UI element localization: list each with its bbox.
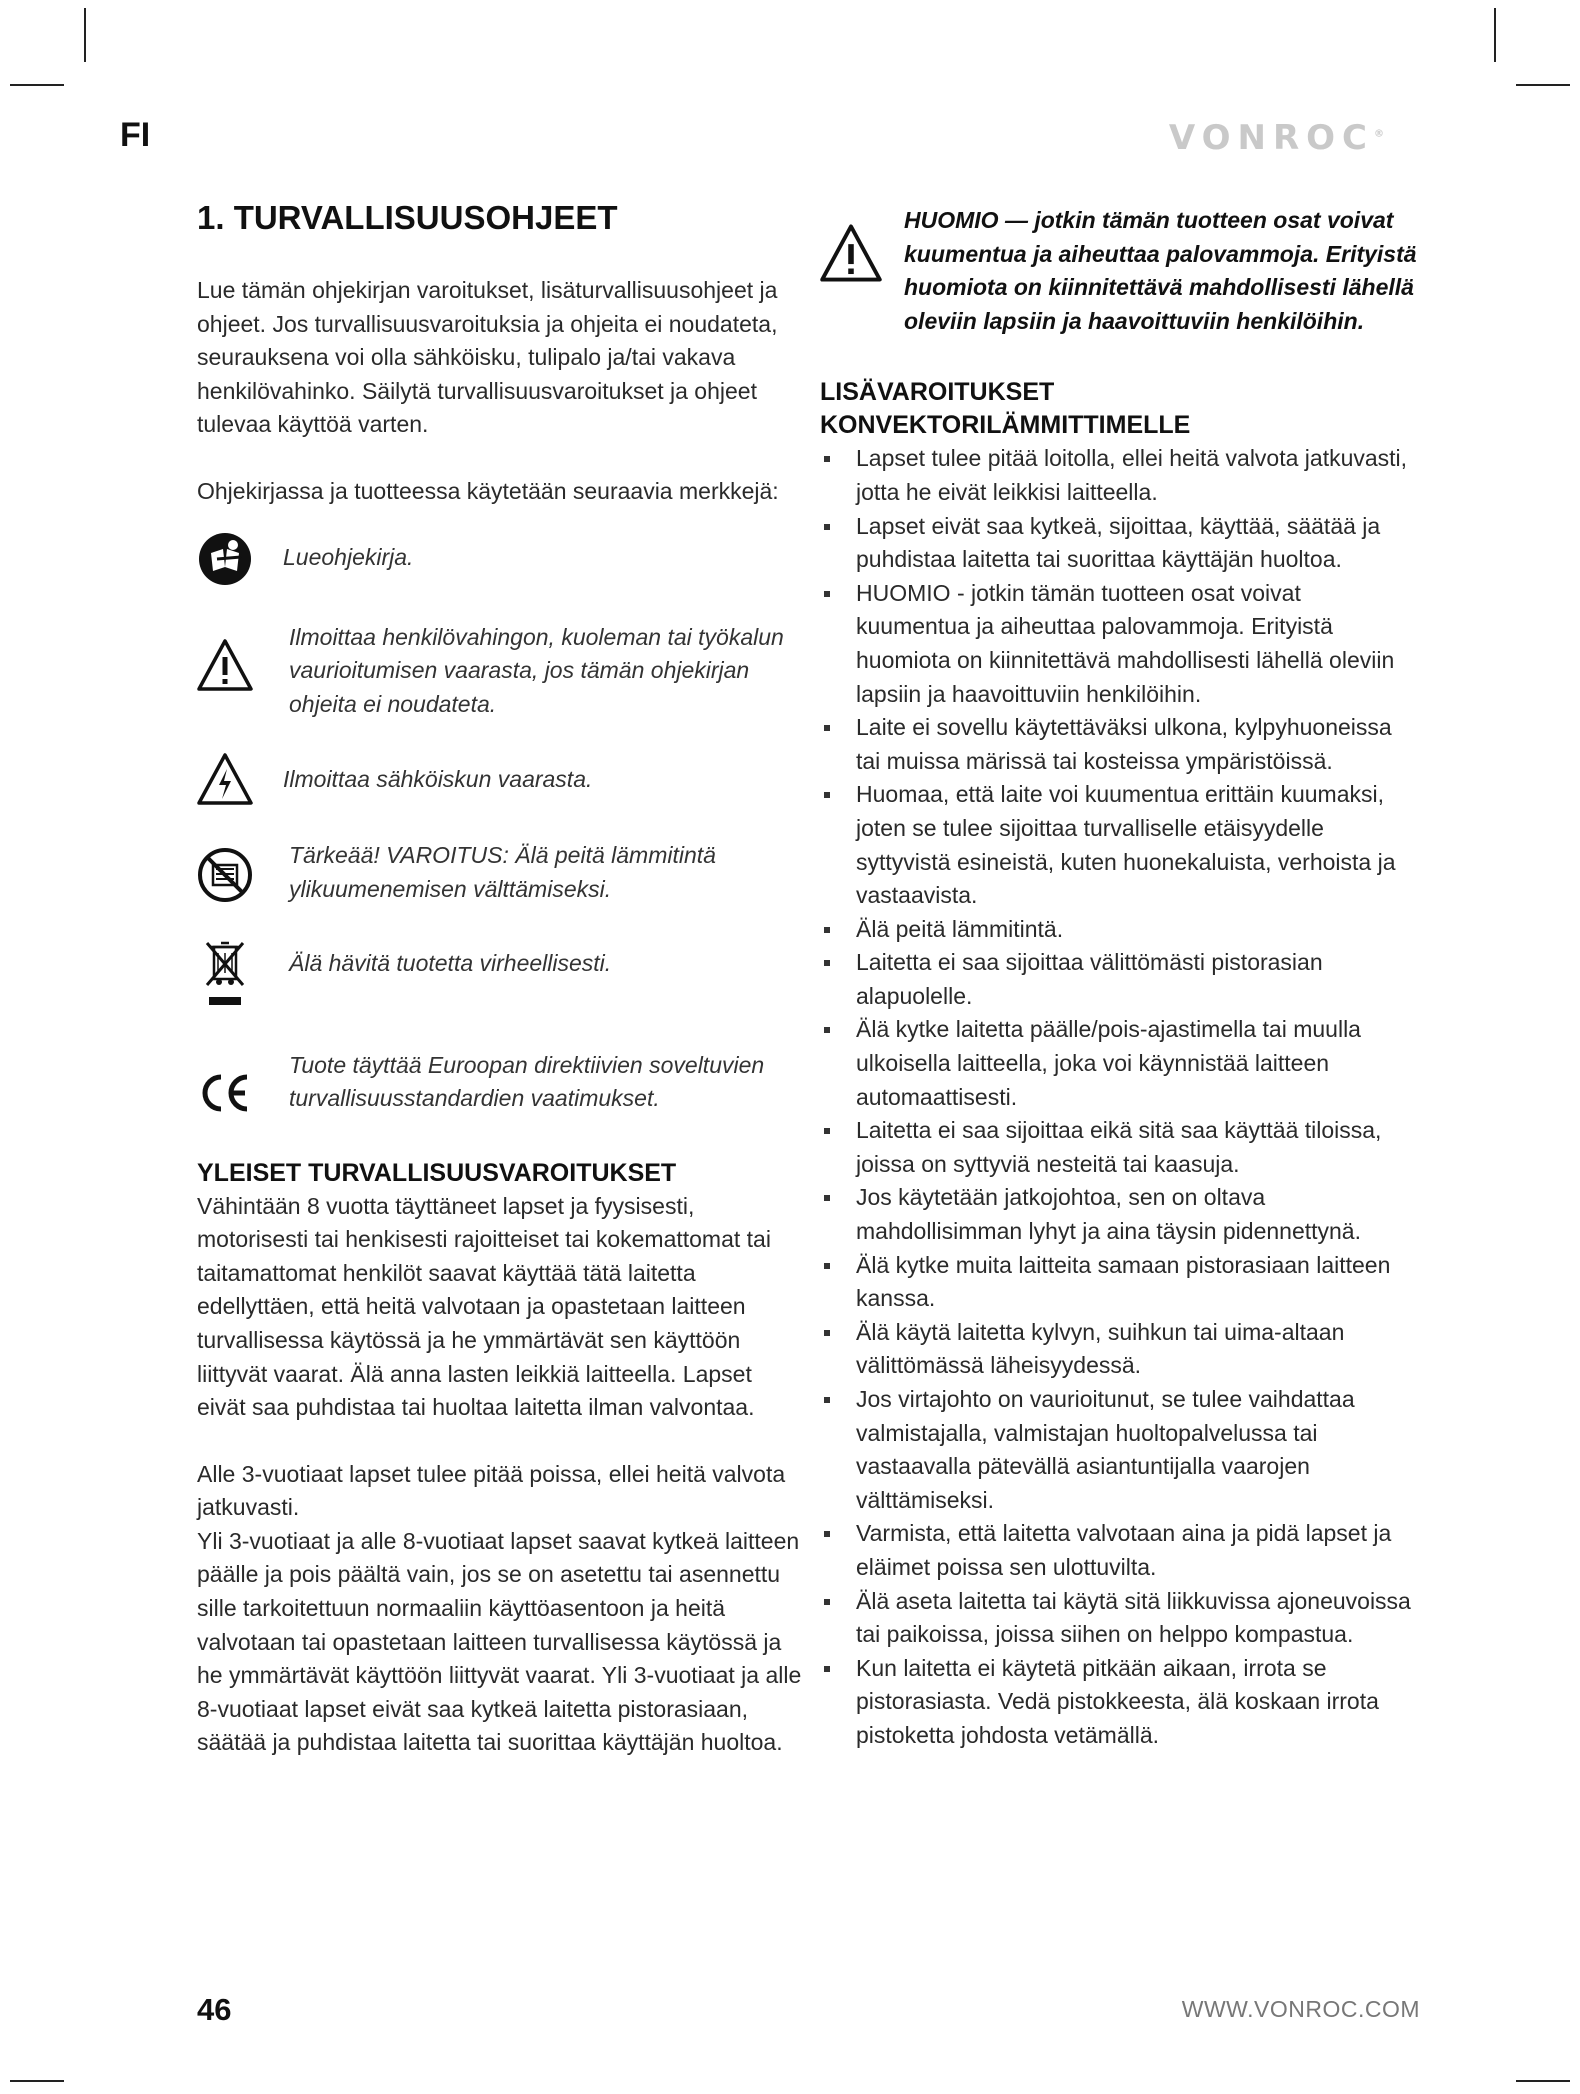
- language-code: FI: [120, 116, 151, 154]
- warning-triangle-icon: [820, 222, 882, 284]
- list-item: Älä aseta laitetta tai käytä sitä liikkuvissa ajoneuvoissa tai paikoissa, joissa siihen on helppo kompastua.: [818, 1585, 1420, 1652]
- list-item: Jos käytetään jatkojohtoa, sen on oltava mahdollisimman lyhyt ja aina täysin pidennettynä.: [818, 1181, 1420, 1248]
- ce-mark-icon: [197, 1065, 253, 1121]
- general-paragraph: Vähintään 8 vuotta täyttäneet lapset ja fyysisesti, motorisesti tai henkisesti rajoitteiset tai kokemattomat tai taitamattomat henkilöt saavat käyttää tätä laitetta edellyttäen, että heitä valvotaan ja opastetaan laitteen turvallisessa käytössä ja he ymmärtävät sen käyttöön liittyvät vaarat. Älä anna lasten leikkiä laitteella. Lapset eivät saa puhdistaa tai huoltaa laitetta ilman valvontaa.: [197, 1192, 771, 1421]
- symbol-text: Ilmoittaa sähköiskun vaarasta.: [283, 766, 593, 793]
- do-not-cover-icon: [197, 847, 253, 903]
- brand-logo: VONROC®: [1168, 118, 1384, 158]
- general-paragraph: Alle 3-vuotiaat lapset tulee pitää poissa, ellei heitä valvota jatkuvasti.: [197, 1460, 786, 1521]
- list-item: Laitetta ei saa sijoittaa välittömästi pistorasian alapuolelle.: [818, 946, 1420, 1013]
- crop-mark: [10, 84, 64, 86]
- crop-mark: [1516, 84, 1570, 86]
- symbol-text: Ilmoittaa henkilövahingon, kuoleman tai työkalun vaurioitumisen vaarasta, jos tämän ohjekirjan ohjeita ei noudateta.: [289, 623, 784, 717]
- extra-warnings-list: [818, 442, 1420, 1752]
- symbol-row: [197, 751, 802, 807]
- website-url: WWW.VONROC.COM: [1181, 1996, 1420, 2022]
- symbols-intro: Ohjekirjassa ja tuotteessa käytetään seuraavia merkkejä:: [197, 477, 779, 504]
- crop-mark: [1516, 2080, 1570, 2082]
- list-item: Varmista, että laitetta valvotaan aina ja pidä lapset ja eläimet poissa sen ulottuvilta.: [818, 1517, 1420, 1584]
- weee-bin-icon: [197, 937, 253, 1007]
- list-item: Laitetta ei saa sijoittaa eikä sitä saa käyttää tiloissa, joissa on syttyviä nesteitä tai kaasuja.: [818, 1114, 1420, 1181]
- symbol-row: [197, 1049, 802, 1121]
- symbol-row: [197, 937, 802, 1007]
- general-paragraph: Yli 3-vuotiaat ja alle 8-vuotiaat lapset saavat kytkeä laitteen päälle ja pois päältä vain, jos se on asetettu tai asennettu sille tarkoitettuun normaaliin käyttöasentoon ja heitä valvotaan tai opastetaan laitteen turvallisessa käytössä ja he ymmärtävät käyttöön liittyvät vaarat. Yli 3-vuotiaat ja alle 8-vuotiaat lapset eivät saa kytkeä laitetta pistorasiaan, säätää ja puhdistaa laitetta tai suorittaa käyttäjän huoltoa.: [197, 1527, 802, 1756]
- crop-mark: [1494, 8, 1496, 62]
- extra-warnings-subtitle: KONVEKTORILÄMMITTIMELLE: [820, 411, 1191, 440]
- caution-text: HUOMIO — jotkin tämän tuotteen osat voivat kuumentua ja aiheuttaa palovammoja. Erityistä huomiota on kiinnitettävä mahdollisesti lähellä oleviin lapsiin ja haavoittuviin henkilöihin.: [904, 207, 1417, 334]
- list-item: Älä kytke muita laitteita samaan pistorasiaan laitteen kanssa.: [818, 1249, 1420, 1316]
- right-column: [820, 204, 1420, 1753]
- symbol-text: Tärkeää! VAROITUS: Älä peitä lämmitintä ylikuumenemisen välttämiseksi.: [289, 842, 716, 902]
- symbol-text: Lueohjekirja.: [283, 543, 414, 570]
- extra-warnings-title: LISÄVAROITUKSET: [820, 378, 1055, 407]
- symbol-row: [197, 839, 802, 906]
- general-warnings-title: YLEISET TURVALLISUUSVAROITUKSET: [197, 1158, 677, 1187]
- symbol-text: Tuote täyttää Euroopan direktiivien soveltuvien turvallisuusstandardien vaatimukset.: [289, 1051, 765, 1112]
- list-item: Lapset tulee pitää loitolla, ellei heitä valvota jatkuvasti, jotta he eivät leikkisi laitteella.: [818, 442, 1420, 509]
- symbol-text: Älä hävitä tuotetta virheellisesti.: [289, 949, 612, 976]
- symbol-row: [197, 531, 802, 587]
- symbol-row: [197, 621, 802, 722]
- warning-triangle-icon: [197, 637, 253, 693]
- list-item: Huomaa, että laite voi kuumentua erittäin kuumaksi, joten se tulee sijoittaa turvalliselle etäisyydelle syttyvistä esineistä, kuten huonekaluista, verhoista ja vastaavista.: [818, 778, 1420, 912]
- page-number: 46: [197, 1992, 232, 2027]
- crop-mark: [10, 2080, 64, 2082]
- intro-paragraph: Lue tämän ohjekirjan varoitukset, lisäturvallisuusohjeet ja ohjeet. Jos turvallisuusvaroituksia ja ohjeita ei noudateta, seurauksena voi olla sähköisku, tulipalo ja/tai vakava henkilövahinko. Säilytä turvallisuusvaroitukset ja ohjeet tulevaa käyttöä varten.: [197, 277, 778, 438]
- read-manual-icon: [197, 531, 253, 587]
- list-item: Laite ei sovellu käytettäväksi ulkona, kylpyhuoneissa tai muissa märissä tai kosteissa ympäristöissä.: [818, 711, 1420, 778]
- caution-block: [820, 204, 1420, 338]
- list-item: Älä käytä laitetta kylvyn, suihkun tai uima-altaan välittömässä läheisyydessä.: [818, 1316, 1420, 1383]
- electric-shock-icon: [197, 751, 253, 807]
- section-title: 1. TURVALLISUUSOHJEET: [197, 199, 618, 236]
- list-item: Kun laitetta ei käytetä pitkään aikaan, irrota se pistorasiasta. Vedä pistokkeesta, älä koskaan irrota pistoketta johdosta vetämällä.: [818, 1652, 1420, 1753]
- list-item: Jos virtajohto on vaurioitunut, se tulee vaihdattaa valmistajalla, valmistajan huoltopalvelussa tai vastaavalla pätevällä asiantuntijalla vaarojen välttämiseksi.: [818, 1383, 1420, 1517]
- left-column: [197, 198, 802, 1760]
- list-item: HUOMIO - jotkin tämän tuotteen osat voivat kuumentua ja aiheuttaa palovammoja. Erityistä huomiota on kiinnitettävä mahdollisesti lähellä oleviin lapsiin ja haavoittuviin henkilöihin.: [818, 577, 1420, 711]
- list-item: Lapset eivät saa kytkeä, sijoittaa, käyttää, säätää ja puhdistaa laitetta tai suorittaa käyttäjän huoltoa.: [818, 510, 1420, 577]
- list-item: Älä kytke laitetta päälle/pois-ajastimella tai muulla ulkoisella laitteella, joka voi käynnistää laitteen automaattisesti.: [818, 1013, 1420, 1114]
- list-item: Älä peitä lämmitintä.: [818, 913, 1420, 947]
- crop-mark: [84, 8, 86, 62]
